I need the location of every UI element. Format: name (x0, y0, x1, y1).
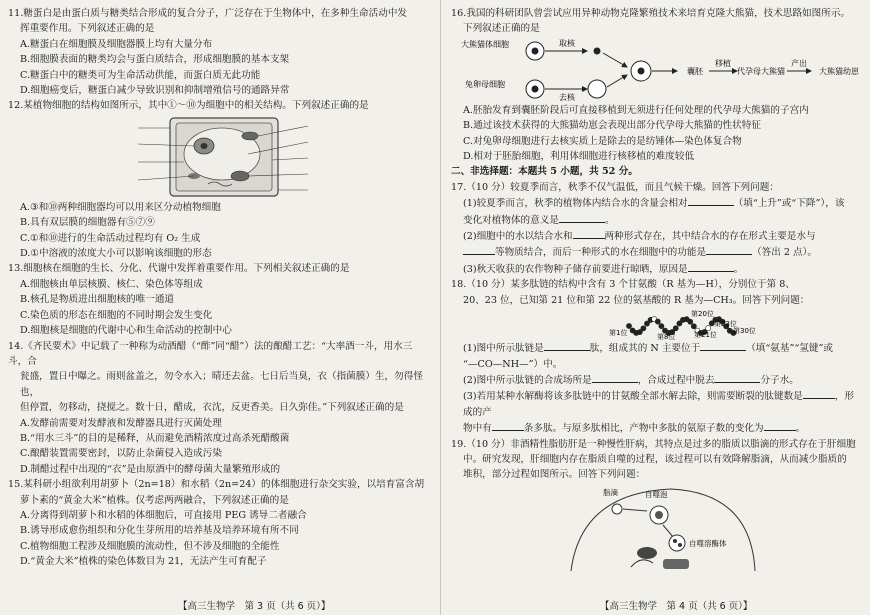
q18-part2: (2)图中所示肽链的合成场所是 ，合成过程中脱去 分子水。 (451, 372, 863, 388)
answer-blank[interactable] (700, 340, 746, 351)
amino-acid-bead (691, 324, 696, 329)
label-take-nucleus: 取核 (559, 38, 575, 48)
q14-stem-line1: 14.《齐民要术》中记载了一种称为动酒醋（“酢”同“醋”）法的酿醋工艺：“大率酒一斗，用水三斗，合 (8, 340, 413, 367)
label-embryo: 囊胚 (687, 66, 703, 76)
q16-stem: 16.我国的科研团队曾尝试应用异种动物克隆繁殖技术来培育克隆大熊猫，技术思路如图所示。 (451, 8, 851, 19)
peptide-figure (451, 308, 863, 340)
q19-stem-line2: 中。研究发现，肝细胞内存在脂质自噬的过程，该过程可以有效降解脂滴，从而减少脂质的 (463, 453, 847, 465)
label-autophagosome: 自噬泡 (645, 489, 668, 499)
label-pos20: 第20位 (691, 310, 714, 319)
q18-part1: (1)图中所示肽链是 肽，组成其的 N 主要位于 （填“氨基”“氢键”或 (451, 340, 863, 356)
q18-stem: 18.（10 分）某多肽链的结构中含有 3 个甘氨酸（R 基为—H），分别位于第 8、 (451, 279, 795, 291)
q17-part1-cont: 变化对植物体的意义是 。 (451, 212, 863, 228)
clone-diagram (451, 37, 863, 103)
q15-stem-line1: 15.某科研小组欲利用胡萝卜（2n=18）和水稻（2n=24）的体细胞进行杂交实验，以培育富含胡 (8, 479, 425, 491)
q12-option-b: B.具有双层膜的细胞器有⑤⑦⑨ (20, 217, 155, 229)
page-3 (8, 6, 431, 570)
section-heading: 二、非选择题：本题共 5 小题，共 52 分。 (451, 166, 638, 178)
q17-part2-cont: 等物质结合，而后一种形式的水在细胞中的功能是 （答出 2 点）。 (451, 244, 863, 260)
q15-option-b: B.诱导形成愈伤组织和分化生芽所用的培养基及培养环境有所不同 (20, 525, 299, 537)
label-birth: 产出 (791, 58, 807, 68)
answer-blank[interactable] (559, 212, 605, 223)
page-divider (440, 0, 441, 615)
q16-stem-cont: 下列叙述正确的是 (463, 23, 540, 35)
q17-part1: (1)较夏季而言，秋季的植物体内结合水的含量会相对 （填“上升”或“下降”），该 (451, 195, 863, 211)
label-pos8: 第8位 (657, 333, 676, 341)
amino-acid-bead (688, 319, 693, 324)
q14-option-c: C.酿醋装置需要密封，以防止杂菌侵入造成污染 (20, 448, 222, 460)
clone-flow-diagram (451, 37, 863, 103)
page-4 (451, 6, 863, 571)
label-transfer: 移植 (715, 58, 731, 68)
q15-option-c: C.植物细胞工程涉及细胞膜的流动性，但不涉及细胞的全能性 (20, 540, 280, 552)
q11-option-b: B.细胞膜表面的糖类均会与蛋白质结合，形成细胞膜的基本支架 (20, 54, 290, 66)
amino-acid-bead (706, 326, 711, 331)
answer-blank[interactable] (688, 261, 734, 272)
amino-acid-bead (626, 323, 631, 328)
q14-option-b: B.“用水三斗”的目的是稀释，从而避免酒精浓度过高杀死醋酸菌 (20, 432, 290, 444)
q16-option-a: A.胚胎发育到囊胚阶段后可直接移植到无须进行任何处理的代孕母大熊猫的子宫内 (463, 104, 809, 116)
label-pos23: 第23位 (714, 320, 737, 329)
q13-option-d: D.细胞核是细胞的代谢中心和生命活动的控制中心 (20, 325, 232, 337)
answer-blank[interactable] (463, 244, 495, 255)
q12-option-c: C.①和⑩进行的生命活动过程均有 O₂ 生成 (20, 232, 201, 244)
q12-option-a: A.③和⑩两种细胞器均可以用来区分动植物细胞 (20, 201, 221, 213)
answer-blank[interactable] (573, 228, 605, 239)
label-cub: 大熊猫幼崽 (819, 66, 859, 76)
q17-part3: (3)秋天收获的农作物种子储存前要进行晾晒，原因是 。 (451, 261, 863, 277)
label-remove-nucleus: 去核 (559, 92, 575, 102)
q13-option-a: A.细胞核由单层核膜、核仁、染色体等组成 (20, 278, 203, 290)
plant-cell-figure (8, 114, 431, 200)
label-surrogate: 代孕母大熊猫 (737, 66, 785, 76)
q13-option-b: B.核孔是物质进出细胞核的唯一通道 (20, 294, 175, 306)
amino-acid-bead (655, 319, 660, 324)
page-3-footer: 【高三生物学 第 3 页（共 6 页）】 (178, 601, 331, 612)
answer-blank[interactable] (714, 372, 760, 383)
amino-acid-bead (659, 324, 664, 329)
q11-option-a: A.糖蛋白在细胞膜及细胞器膜上均有大量分布 (20, 38, 213, 50)
q16-option-b: B.通过该技术获得的大熊猫幼崽会表现出部分代孕母大熊猫的性状特征 (463, 120, 761, 132)
q15-option-a: A.分离得到胡萝卜和水稻的体细胞后，可直接用 PEG 诱导二者融合 (20, 509, 307, 521)
lipophagy-diagram (451, 483, 863, 571)
q14-option-a: A.发酵前需要对发酵液和发酵器具进行灭菌处理 (20, 417, 222, 429)
label-droplet: 脂滴 (603, 487, 618, 497)
label-pos30: 第30位 (733, 327, 756, 336)
q16-option-c: C.对兔卵母细胞进行去核实质上是除去的是纺锤体—染色体复合物 (463, 135, 742, 147)
lipophagy-figure (451, 483, 863, 571)
q14-stem-line2: 瓮盛，置日中曝之。雨则盆盖之，勿令水入；晴还去盆。七日后当臭，衣（指菌膜）生，勿得怪也， (20, 371, 423, 398)
page-4-footer: 【高三生物学 第 4 页（共 6 页）】 (600, 601, 753, 612)
answer-blank[interactable] (764, 420, 796, 431)
label-pos1: 第1位 (609, 329, 628, 338)
answer-blank[interactable] (803, 388, 835, 399)
q18-part3: (3)若用某种水解酶将该多肽链中的甘氨酸全部水解去除，则需要断裂的肽键数是 ，形成的产 (451, 388, 863, 420)
answer-blank[interactable] (706, 244, 752, 255)
q12-option-d: D.①中溶液的浓度大小可以影响该细胞的形态 (20, 248, 212, 260)
label-autolysosome: 自噬溶酶体 (689, 538, 727, 548)
q19-stem-line1: 19.（10 分）非酒精性脂肪肝是一种慢性肝病，其特点是过多的脂质以脂滴的形式存在于肝细胞 (451, 438, 856, 450)
q11-option-c: C.糖蛋白中的糖类可为生命活动供能，而蛋白质无此功能 (20, 69, 261, 81)
q15-stem-line2: 萝卜素的“黄金大米”植株。仅考虑两两融合，下列叙述正确的是 (20, 494, 289, 506)
q14-option-d: D.制醋过程中出现的“衣”是由原酒中的酵母菌大量繁殖形成的 (20, 463, 281, 475)
q17-part2: (2)细胞中的水以结合水和 两种形式存在，其中结合水的存在形式主要是水与 (451, 228, 863, 244)
answer-blank[interactable] (688, 195, 734, 206)
q18-part1-cont: “—CO—NH—”）中。 (463, 358, 563, 370)
q17-stem: 17.（10 分）较夏季而言，秋季不仅气温低，而且气候干燥。回答下列问题： (451, 181, 779, 193)
q13-option-c: C.染色质的形态在细胞的不同时期会发生变化 (20, 309, 213, 321)
q19-stem-line3: 堆积，部分过程如图所示。回答下列问题： (463, 469, 646, 481)
label-panda-cell: 大熊猫体细胞 (461, 39, 509, 49)
amino-acid-bead (673, 326, 678, 331)
q16-option-d: D.相对于胚胎细胞，利用体细胞进行核移植的难度较低 (463, 151, 695, 163)
q11-stem-cont: 挥重要作用。下列叙述正确的是 (20, 23, 155, 35)
q18-stem-cont: 20、23 位，已知第 21 位和第 22 位的氨基酸的 R 基为—CH₃。回答下列问题： (463, 294, 810, 306)
q18-part3-cont: 物中有 条多肽。与原多肽相比，产物中多肽的氨原子数的变化为 。 (451, 420, 863, 436)
q11-stem: 11.糖蛋白是由蛋白质与糖类结合形成的复合分子，广泛存在于生物体中，在多种生命活动中发 (8, 8, 408, 19)
q11-option-d: D.细胞癌变后，糖蛋白减少导致识别和抑制增殖信号的通路异常 (20, 85, 290, 97)
label-pos21: 第21位 (694, 331, 717, 340)
amino-acid-bead (641, 326, 646, 331)
answer-blank[interactable] (544, 340, 590, 351)
peptide-chain-diagram (451, 308, 863, 340)
answer-blank[interactable] (592, 372, 638, 383)
q15-option-d: D.“黄金大米”植株的染色体数目为 21，无法产生可育配子 (20, 556, 267, 568)
answer-blank[interactable] (492, 420, 524, 431)
q12-stem: 12.某植物细胞的结构如图所示，其中①～⑩为细胞中的相关结构。下列叙述正确的是 (8, 100, 369, 112)
plant-cell-diagram (8, 114, 431, 200)
label-rabbit-cell: 兔卵母细胞 (465, 79, 505, 89)
q13-stem: 13.细胞核在细胞的生长、分化、代谢中发挥着重要作用。下列相关叙述正确的是 (8, 263, 350, 275)
q14-stem-line3: 但停置，勿移动，挠搅之。数十日，醋成，衣沈，反更香美。日久弥佳。”下列叙述正确的是 (20, 402, 404, 414)
